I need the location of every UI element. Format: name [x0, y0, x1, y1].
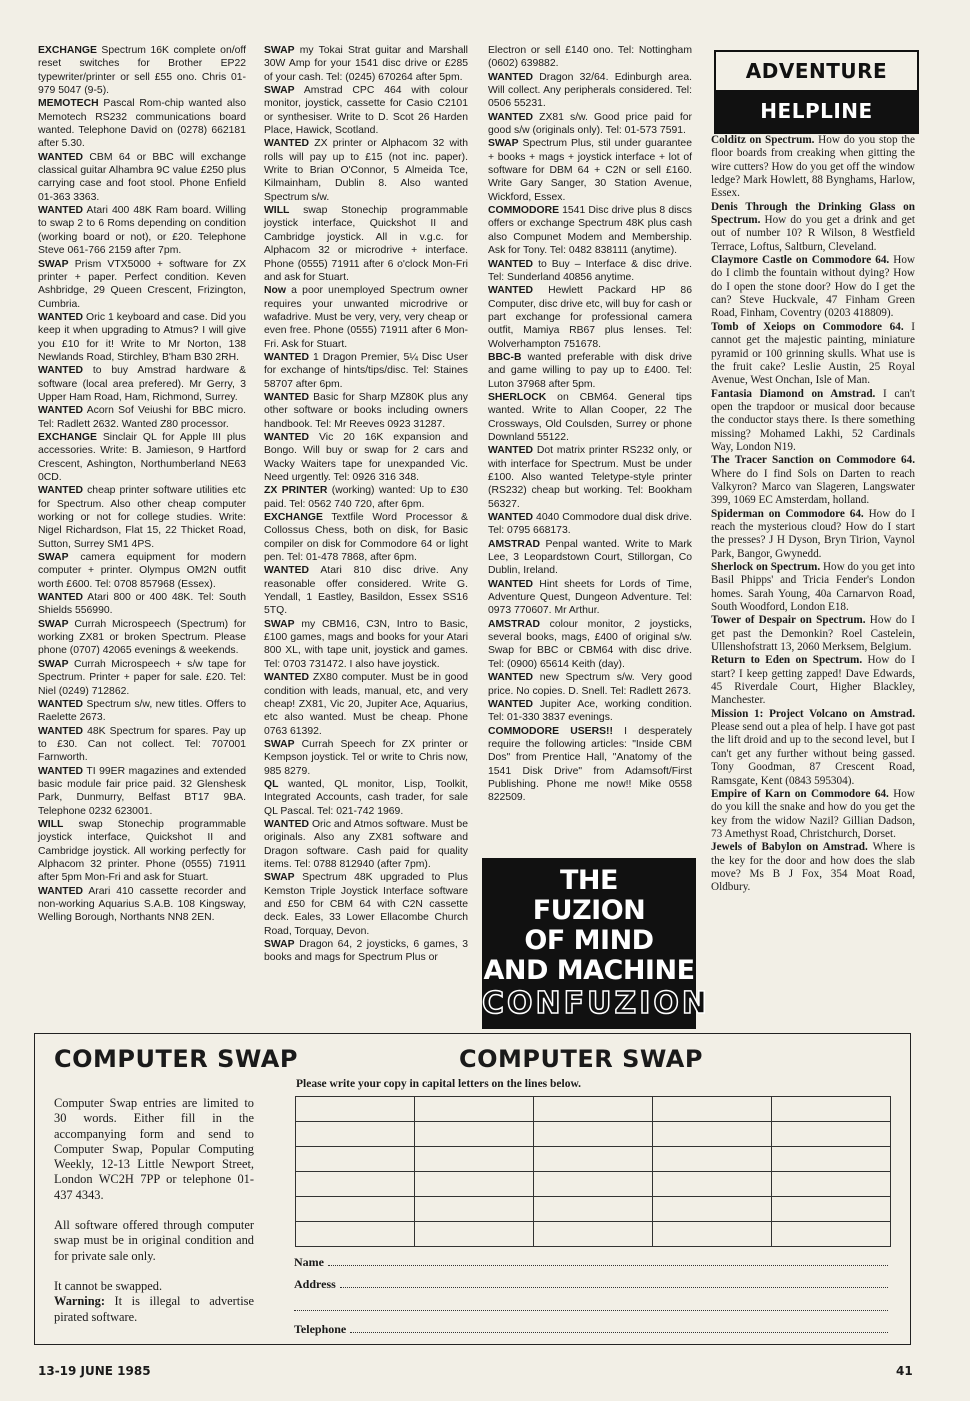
classified-ad-heading: COMMODORE USERS!!: [488, 725, 613, 737]
classified-ad-heading: BBC-B: [488, 351, 522, 363]
swap-title-right: COMPUTER SWAP: [459, 1045, 703, 1073]
classified-ad-heading: WANTED: [38, 765, 84, 777]
helpline-entry-text: Please send out a plea of help. I have got past the lift droid and up to the second level, but I can't get any further without being gassed. Tony Goodman, 87 Crescent Road, Ramsgate, Kent (0843 595304).: [711, 721, 915, 787]
helpline-column: [711, 134, 915, 895]
footer-date: 13-19 JUNE 1985: [38, 1364, 151, 1378]
classified-ad-text: Electron or sell £140 ono. Tel: Nottingham (0602) 639882.: [488, 45, 692, 70]
classified-ad: [38, 591, 246, 618]
helpline-entry: [711, 654, 915, 707]
classified-ad-heading: SWAP: [264, 872, 295, 884]
classified-ad-text: Currah Microspeech (Spectrum) for working ZX81 or broken Spectrum. Please phone (0707) 42065 evenings & weekends.: [38, 618, 246, 657]
helpline-entry-text: How do I get past the Demonkin? Roel Castelein, Ullenshofstratt 13, 2060 Merksem, Belgium.: [711, 614, 915, 654]
swap-para-2: All software offered through computer swap must be in original condition and for private sale only.: [54, 1218, 254, 1263]
fuzion-line: FUZION: [532, 895, 646, 926]
classified-ad-text: wanted preferable with disk drive and game willing to pay up to £400. Tel: Luton 37968 after 5pm.: [488, 351, 692, 390]
classified-ad-heading: WANTED: [38, 365, 84, 377]
classified-ad-text: ZX80 computer. Must be in good condition with leads, manual, etc, and very cheap! ZX81, Vic 20, Jupiter Ace, Aquarius, etc also wanted. Must be cheap. Phone 0763 61392.: [264, 672, 468, 737]
classified-ad-text: Dot matrix printer RS232 only, or with interface for Spectrum. Must be under £100. Also wanted Teletype-style printer (RS232) cheap but working. Tel: Bookham 56327.: [488, 445, 692, 510]
classified-ad-heading: SWAP: [264, 85, 295, 97]
classified-ad-heading: WANTED: [488, 698, 534, 710]
classified-ad: [38, 698, 246, 725]
classified-ad-heading: WANTED: [264, 138, 310, 150]
classified-ad-heading: WILL: [38, 818, 64, 830]
classified-ad: [488, 671, 692, 698]
classified-ad-heading: WANTED: [38, 698, 84, 710]
address-field[interactable]: [294, 1277, 888, 1292]
classified-ad-heading: WANTED: [264, 672, 310, 684]
classified-ad-text: Pascal Rom-chip wanted also Memotech RS232 communications board wanted. Telephone David on (0278) 662181 after 5.30.: [38, 98, 246, 150]
classified-ad-heading: WANTED: [488, 71, 534, 83]
helpline-entry-text: Where is the key for the door and how does the slab move? Ms B J Fox, 354 Moat Road, Oldbury.: [711, 841, 915, 894]
helpline-title-bottom: HELPLINE: [716, 90, 917, 132]
classified-ad-heading: SHERLOCK: [488, 391, 547, 403]
classified-ad: [488, 511, 692, 538]
confuzion-logo: CONFUZION: [482, 986, 711, 1021]
helpline-entry-heading: Denis Through the Drinking Glass on Spectrum.: [711, 200, 915, 227]
classified-ad-text: 1541 Disc drive plus 8 discs offers or exchange Spectrum 48K plus cash also Compunet Modem and Membership. Ask for Tony. Tel: 0482 838111 (anytime).: [488, 205, 692, 257]
classified-ad: [488, 71, 692, 111]
classified-ad-text: 4040 Commodore dual disk drive. Tel: 0795 668173.: [488, 512, 692, 537]
classified-ad: [38, 44, 246, 97]
classified-ad-heading: EXCHANGE: [38, 45, 97, 56]
classified-ad-heading: WILL: [264, 205, 290, 217]
classified-ad-text: Atari 800 or 400 48K. Tel: South Shields 556990.: [38, 592, 246, 617]
classified-ad-text: Textfile Word Processor & Collossus Chess, both on disk, for Basic compiler on disk for Commodore 64 or light pen. Tel: 01-478 7868, after 6pm.: [264, 512, 468, 564]
classified-ad: [264, 871, 468, 938]
fuzion-line: THE: [560, 865, 618, 896]
helpline-entry: [711, 254, 915, 321]
classified-ad: [38, 431, 246, 484]
classified-ad-heading: WANTED: [488, 672, 534, 684]
classified-ad-text: Basic for Sharp MZ80K plus any other software or books including owners handbook. Tel: Mr Reeves 0923 31287.: [264, 391, 468, 430]
classified-ad-text: Spectrum 16K complete on/off reset switches for Brother EP22 typewriter/printer or sell £55 ono. Chris 01-979 5047 (9-5).: [38, 45, 246, 97]
classified-ad: [264, 511, 468, 564]
helpline-entry-text: How do I start? I keep getting zapped! Dave Edwards, 45 Riverdale Court, Higher Blackley, Manchester.: [711, 654, 915, 707]
classified-ad: [38, 725, 246, 765]
classified-ad-text: Currah Microspeech + s/w tape for Spectrum. Printer + paper for sale. £20. Tel: Niel (0249) 712862.: [38, 658, 246, 697]
classified-ad-text: Oric and Atmos software. Must be originals. Also any ZX81 software and Dragon software. Cash paid for quality items. Tel: 0788 812940 (after 7pm).: [264, 818, 468, 870]
classified-ad-text: Oric 1 keyboard and case. Did you keep it when upgrading to Atmus? I will give you £10 for it! Write to Mr Norton, 138 Newlands Road, Stirchley, B'ham B30 2RH.: [38, 311, 246, 363]
classified-ad-text: Arari 410 cassette recorder and non-working Aquarius S.A.B. 108 Kingsway, Welling Borough, Northants NN8 2EN.: [38, 885, 246, 924]
classified-ad: [488, 44, 692, 71]
classified-ad-text: new Spectrum s/w. Very good price. No copies. D. Snell. Tel: Radlett 2673.: [488, 672, 692, 697]
classified-ad-heading: WANTED: [38, 725, 84, 737]
classified-ad-heading: WANTED: [488, 578, 534, 590]
helpline-entry-text: How do I climb the fountain without dying? How do I open the stone door? How do I get the can? Steve Huckvale, 47 Finham Green Road, Finham, Coventry (0203 418809).: [711, 254, 915, 320]
classified-ad: [38, 97, 246, 150]
helpline-entry: [711, 614, 915, 654]
classified-ad-text: Atari 810 disc drive. Any reasonable offer considered. Write G. Yendall, 1 Eastley, Basildon, Essex SS16 5TQ.: [264, 565, 468, 617]
classified-ad-heading: SWAP: [38, 552, 69, 564]
classified-ad: [264, 938, 468, 965]
classified-ad: [38, 658, 246, 698]
helpline-entry-heading: Jewels of Babylon on Amstrad.: [711, 841, 868, 854]
classified-ad-text: Sinclair QL for Apple III plus accessories. Write: B. Jamieson, 9 Hartford Crescent, Ashington, Northumberland NE63 0CD.: [38, 431, 246, 483]
classified-ad: [488, 618, 692, 671]
classified-ad: [488, 111, 692, 138]
classified-ad: [38, 484, 246, 551]
classified-ad: [38, 765, 246, 818]
helpline-entry-text: How do I reach the mysterious cloud? How do I start the presses? J H Dyson, Bryn Tirion, Vaynol Park, Bangor, Gwynedd.: [711, 507, 916, 560]
classified-ad: [488, 258, 692, 285]
classified-ad: [38, 311, 246, 364]
classified-ad-text: I desperately require the following articles: "Inside CBM Dos" from Prentice Hall, "Anatomy of the 1541 Disk Drive" from Adamsoft/First Publishing. Phone me now!! Mike 0558 822509.: [488, 725, 692, 804]
classified-ad: [38, 551, 246, 591]
fuzion-line: AND MACHINE: [483, 955, 695, 986]
classified-ad: [488, 725, 692, 805]
classified-ad-text: Currah Speech for ZX printer or Kempson joystick. Tel or write to Chris now, 985 8279.: [264, 738, 468, 777]
classified-ad: [488, 284, 692, 351]
classified-ad-heading: WANTED: [38, 405, 84, 417]
classified-ad-text: ZX printer or Alphacom 32 with rolls will pay up to £15 (not inc. paper). Write to Brian O'Connor, 5 Almeida Tce, Kilmainham, Dublin 8. Also wanted Spectrum s/w.: [264, 138, 468, 203]
helpline-entry-heading: Colditz on Spectrum.: [711, 134, 815, 146]
classified-ad: [488, 444, 692, 511]
classified-ad-heading: AMSTRAD: [488, 618, 540, 630]
classified-ad: [264, 484, 468, 511]
classified-ad-text: to buy Amstrad hardware & software (local area prefered). Mr Gerry, 3 Upper Ham Road, Ham, Richmond, Surrey.: [38, 365, 246, 403]
classified-ad-heading: WANTED: [264, 351, 310, 363]
classified-ad: [488, 391, 692, 444]
swap-para-1: Computer Swap entries are limited to 30 words. Either fill in the accompanying form and send to Computer Swap, Popular Computing Weekly, 12-13 Little Newport Street, London WC2H 7PP or telephone 01-437 4343.: [54, 1096, 254, 1202]
classified-ad-text: Jupiter Ace, working condition. Tel: 01-330 3837 evenings.: [488, 698, 692, 724]
helpline-entry-text: How do you get into Basil Phipps' and Tricia Fender's London homes. Sarah Young, 40a Carnarvon Road, South Woodford, London E18.: [711, 561, 916, 614]
swap-entry-grid[interactable]: [295, 1096, 891, 1247]
fuzion-advert: [482, 858, 711, 1029]
classified-ad: [264, 84, 468, 137]
classified-ad-text: Atari 400 48K Ram board. Willing to swap 2 to 6 Roms depending on condition (working board or not), or £20. Telephone Steve 061-766 2159 after 7pm.: [38, 205, 246, 257]
helpline-entry-text: Where do I find Sols on Darten to reach Valkyron? Marco van Slageren, Langswater 399, 1069 EC Amsterdam, holland.: [711, 467, 915, 507]
helpline-entry-text: How do you get a drink and get out of number 10? R Wilson, 8 Westfield Terrace, Loftus, Saltburn, Cleveland.: [711, 214, 915, 253]
helpline-entry: [711, 201, 915, 254]
classified-ad-text: Penpal wanted. Write to Mark Lee, 3 Leopardstown Court, Stillorgan, Co Dublin, Ireland.: [488, 538, 692, 577]
classified-ad-heading: COMMODORE: [488, 205, 559, 217]
classified-ad-text: to Buy – Interface & disc drive. Tel: Sunderland 40856 anytime.: [488, 258, 692, 283]
classified-ad: [264, 137, 468, 204]
classified-ad-heading: SWAP: [38, 618, 69, 630]
classified-ad-text: Amstrad CPC 464 with colour monitor, joystick, cassette for Casio C2101 or synthesiser. Write to D. Scot 26 Harden Place, Hawick, Scotland.: [264, 85, 468, 137]
classified-ad: [38, 885, 246, 925]
classified-ad-text: Hewlett Packard HP 86 Computer, disc drive etc, will buy for cash or part exchange for professional camera outfit, Mamiya RB67 plus lenses. Tel: Wolverhampton 751678.: [488, 285, 692, 350]
classified-ad: [264, 671, 468, 738]
classified-ad: [488, 204, 692, 257]
classified-ad: [38, 818, 246, 885]
helpline-entry: [711, 708, 915, 788]
ads-column-1: [38, 44, 246, 925]
helpline-entry: [711, 388, 915, 455]
classified-ad-heading: WANTED: [38, 151, 84, 163]
classified-ad-heading: WANTED: [488, 445, 534, 457]
helpline-entry-text: How do you kill the snake and how do you get the key from the widow Nazil? Gillian Dadson, 73 Amethyst Road, Christchurch, Dorset.: [711, 787, 915, 840]
helpline-entry: [711, 454, 915, 507]
classified-ad-text: (working) wanted: Up to £30 paid. Tel: 0562 740 720, after 6pm.: [264, 485, 468, 510]
helpline-entry-heading: Tomb of Xeiops on Commodore 64.: [711, 320, 904, 333]
classified-ad-text: Dragon 64, 2 joysticks, 6 games, 3 books and mags for Spectrum Plus or: [264, 939, 468, 964]
classified-ad: [38, 258, 246, 311]
classified-ad-text: colour monitor, 2 joysticks, several books, mags, £400 of original s/w. Swap for BBC or CBM64 with disc drive. Tel: (0900) 65614 Keith (day).: [488, 618, 692, 670]
classified-ad-text: cheap printer software utilities etc for Spectrum. Also other cheap computer working or not for college studies. Write: Nigel Richardson, Flat 15, 22 Thicket Road, Sutton, Surrey SM1 4PS.: [38, 485, 246, 550]
classified-ad-heading: Now: [264, 285, 286, 297]
swap-para-3a: It cannot be swapped.: [54, 1278, 163, 1293]
classified-ad-heading: WANTED: [264, 565, 310, 577]
classified-ad-heading: WANTED: [38, 592, 84, 604]
swap-instruction: Please write your copy in capital letters on the lines below.: [296, 1078, 582, 1090]
classified-ad: [488, 578, 692, 618]
classified-ad-heading: WANTED: [264, 818, 310, 830]
classified-ad: [488, 538, 692, 578]
classified-ad-text: Spectrum 48K upgraded to Plus Kemston Triple Joystick Interface software and £50 for CBM 64 with C2N cassette deck. Eales, 33 Lower Ellacombe Church Road, Torquay, Devon.: [264, 872, 468, 937]
swap-info-text: [54, 1096, 254, 1325]
classified-ad-heading: EXCHANGE: [264, 512, 323, 524]
classified-ad-text: Acorn Sof Veiushi for BBC micro. Tel: Radlett 2632. Wanted Z80 processor.: [38, 405, 246, 430]
address-field-line-2[interactable]: [294, 1300, 888, 1311]
classified-ad-heading: WANTED: [488, 285, 534, 297]
classified-ad-heading: MEMOTECH: [38, 98, 99, 110]
classified-ad: [264, 351, 468, 391]
classified-ad: [264, 284, 468, 351]
classified-ad: [38, 151, 246, 204]
classified-ad-heading: WANTED: [488, 258, 534, 270]
address-label: Address: [294, 1277, 336, 1291]
helpline-entry-heading: Spiderman on Commodore 64.: [711, 507, 864, 520]
classified-ad: [488, 351, 692, 391]
classified-ad-text: Spectrum s/w, new titles. Offers to Raelette 2673.: [38, 698, 246, 724]
helpline-entry: [711, 321, 915, 388]
classified-ad-text: my CBM16, C3N, Intro to Basic, £100 games, mags and books for your Atari 800 XL, with tape unit, joystick and games. Tel: 0703 731472. I also have joystick.: [264, 618, 468, 670]
warning-label: Warning:: [54, 1294, 105, 1309]
classified-ad-heading: ZX PRINTER: [264, 485, 328, 497]
classified-ad-heading: WANTED: [38, 311, 84, 323]
helpline-title-top: ADVENTURE: [745, 59, 888, 83]
classified-ad-text: TI 99ER magazines and extended basic module fair price paid. 32 Glenshesk Park, Dunmurry, Belfast BT17 9BA. Telephone 0232 623001.: [38, 765, 246, 817]
classified-ad-text: Hint sheets for Lords of Time, Adventure Quest, Dungeon Adventure. Tel: 0973 770607. Mr Arthur.: [488, 578, 692, 617]
classified-ad-text: 48K Spectrum for spares. Pay up to £30. Can not collect. Tel: 707001 Farnworth.: [38, 725, 246, 764]
ads-column-3: [488, 44, 692, 805]
name-field[interactable]: [294, 1255, 888, 1270]
classified-ad: [38, 204, 246, 257]
classified-ad-heading: WANTED: [264, 391, 310, 403]
classified-ad-text: 1 Dragon Premier, 5¼ Disc User for exchange of hints/tips/disc. Tel: Staines 58707 after 6pm.: [264, 351, 468, 390]
classified-ad: [264, 818, 468, 871]
classified-ad: [264, 204, 468, 284]
classified-ad: [264, 738, 468, 778]
classified-ad-text: ZX81 s/w. Good price paid for good s/w (originals only). Tel: 01-573 7591.: [488, 111, 692, 137]
classified-ad: [264, 431, 468, 484]
classified-ad: [488, 137, 692, 204]
helpline-entry: [711, 561, 915, 614]
classified-ad-text: swap Stonechip programmable joystick interface, Quickshot II and Cambridge joystick. All in v.g.c. for Alphacom 32 or microdrive + interface. Phone (0555) 71911 after 6 o'clock Mon-Fri and ask for Stuart.: [264, 205, 468, 283]
classified-ad-heading: WANTED: [38, 885, 84, 897]
classified-ad-heading: WANTED: [38, 205, 84, 217]
classified-ad: [264, 564, 468, 617]
classified-ad-heading: QL: [264, 778, 279, 790]
name-label: Name: [294, 1255, 324, 1269]
helpline-entry-heading: Claymore Castle on Commodore 64.: [711, 254, 890, 267]
classified-ad-heading: SWAP: [38, 658, 69, 670]
classified-ad: [38, 618, 246, 658]
helpline-entry-heading: Fantasia Diamond on Amstrad.: [711, 387, 876, 400]
helpline-entry-text: I cannot get the majestic painting, miniature pyramid or 100 grinning skulls. What use is the fruit cake? Leslie Austin, 25 Royal Avenue, West Onchan, Isle of Man.: [711, 320, 915, 387]
helpline-entry-text: How do you stop the floor boards from creaking when gitting the wire cutters? How do you get off the window ledge? Mark Howlett, 88 Bynghams, Harlow, Essex.: [711, 134, 915, 200]
classified-ad-heading: EXCHANGE: [38, 431, 97, 443]
classified-ad-heading: SWAP: [264, 45, 295, 56]
warning-text: It is illegal to advertise pirated software.: [54, 1294, 254, 1324]
classified-ad: [264, 391, 468, 431]
classified-ad: [264, 44, 468, 84]
classified-ad-heading: WANTED: [488, 111, 534, 123]
classified-ad-heading: SWAP: [38, 258, 69, 270]
helpline-entry-text: I can't open the trapdoor or musical door because the conductor stays there. Is there something missing? Mohamed Lakhi, 52 Cardinals Way, London N19.: [711, 387, 915, 453]
fuzion-line: OF MIND: [524, 925, 654, 956]
helpline-entry: [711, 788, 915, 841]
classified-ad-heading: SWAP: [264, 939, 295, 951]
adventure-helpline-header: [714, 50, 919, 134]
classified-ad-text: CBM 64 or BBC will exchange classical guitar Alhambra 9C value £250 plus carrying case and foot stool. Phone Enfield 01-363 3363.: [38, 151, 246, 203]
classified-ad: [38, 364, 246, 404]
helpline-entry-heading: Empire of Karn on Commodore 64.: [711, 787, 889, 800]
helpline-entry-heading: Return to Eden on Spectrum.: [711, 654, 863, 667]
classified-ad-text: my Tokai Strat guitar and Marshall 30W Amp for your 1541 disc drive or £285 of your cash. Tel: (0245) 670264 after 5pm.: [264, 45, 468, 83]
helpline-entry: [711, 841, 915, 894]
swap-title-left: COMPUTER SWAP: [54, 1045, 298, 1073]
classified-ad-heading: SWAP: [488, 138, 519, 150]
classified-ad-text: swap Stonechip programmable joystick interface, Quickshot II and Cambridge joystick. All working perfectly for Alphacom 32 printer. Phone (0555) 71911 after 5pm Mon-Fri and ask for Stuart.: [38, 818, 246, 884]
helpline-entry-heading: The Tracer Sanction on Commodore 64.: [711, 454, 915, 467]
classified-ad-heading: WANTED: [488, 512, 534, 524]
swap-para-3: [54, 1279, 254, 1325]
classified-ad-heading: WANTED: [38, 485, 84, 497]
classified-ad-heading: SWAP: [264, 738, 295, 750]
classified-ad: [488, 698, 692, 725]
helpline-entry: [711, 134, 915, 201]
classified-ad: [38, 404, 246, 431]
helpline-entry: [711, 508, 915, 561]
ads-column-2: [264, 44, 468, 965]
classified-ad-heading: SWAP: [264, 618, 295, 630]
classified-ad-text: Prism VTX5000 + software for ZX printer + paper. Perfect condition. Keven Ashbridge, 29 Queen Crescent, Frizington, Cumbria.: [38, 258, 246, 310]
classified-ad-heading: WANTED: [264, 431, 310, 443]
telephone-label: Telephone: [294, 1322, 347, 1336]
classified-ad-text: Dragon 32/64. Edinburgh area. Will collect. Any peripherals considered. Tel: 0506 55231.: [488, 71, 692, 110]
helpline-entry-heading: Mission 1: Project Volcano on Amstrad.: [711, 707, 915, 720]
classified-ad-text: Vic 20 16K expansion and Bongo. Will buy or swap for 2 cars and Wacky Waiters tape for unexpanded Vic. Need urgently. Tel: 0926 316 348.: [264, 431, 468, 483]
classified-ad-text: on CBM64. General tips wanted. Write to Allan Cooper, 22 The Crossways, Old Coulsden, Surrey or phone Downland 55122.: [488, 391, 692, 443]
classified-ad-text: wanted, QL monitor, Lisp, Toolkit, Integrated Accounts, cash trader, for sale QL Pascal. Tel: 021-742 1969.: [264, 778, 468, 817]
classified-ad-text: Spectrum Plus, stil under guarantee + books + mags + joystick interface + lot of software for DBM 64 + C2N or sell £160. Write Gary Sanger, 30 Station Avenue, Wickford, Essex.: [488, 138, 692, 203]
classified-ad-text: camera equipment for modern computer + printer. Olympus OM2N outfit worth £600. Tel: 0708 857968 (Essex).: [38, 552, 246, 590]
classified-ad-text: a poor unemployed Spectrum owner requires your unwanted microdrive or wafadrive. Must be very, very, very cheap or even free. Phone (0555) 71911 after 6 Mon-Fri. Ask for Stuart.: [264, 285, 468, 350]
classified-ad: [264, 618, 468, 671]
helpline-entry-heading: Sherlock on Spectrum.: [711, 561, 821, 573]
page-number: 41: [896, 1364, 913, 1378]
telephone-field[interactable]: [294, 1322, 888, 1337]
classified-ad-heading: AMSTRAD: [488, 538, 540, 550]
helpline-entry-heading: Tower of Despair on Spectrum.: [711, 614, 866, 627]
classified-ad: [264, 778, 468, 818]
